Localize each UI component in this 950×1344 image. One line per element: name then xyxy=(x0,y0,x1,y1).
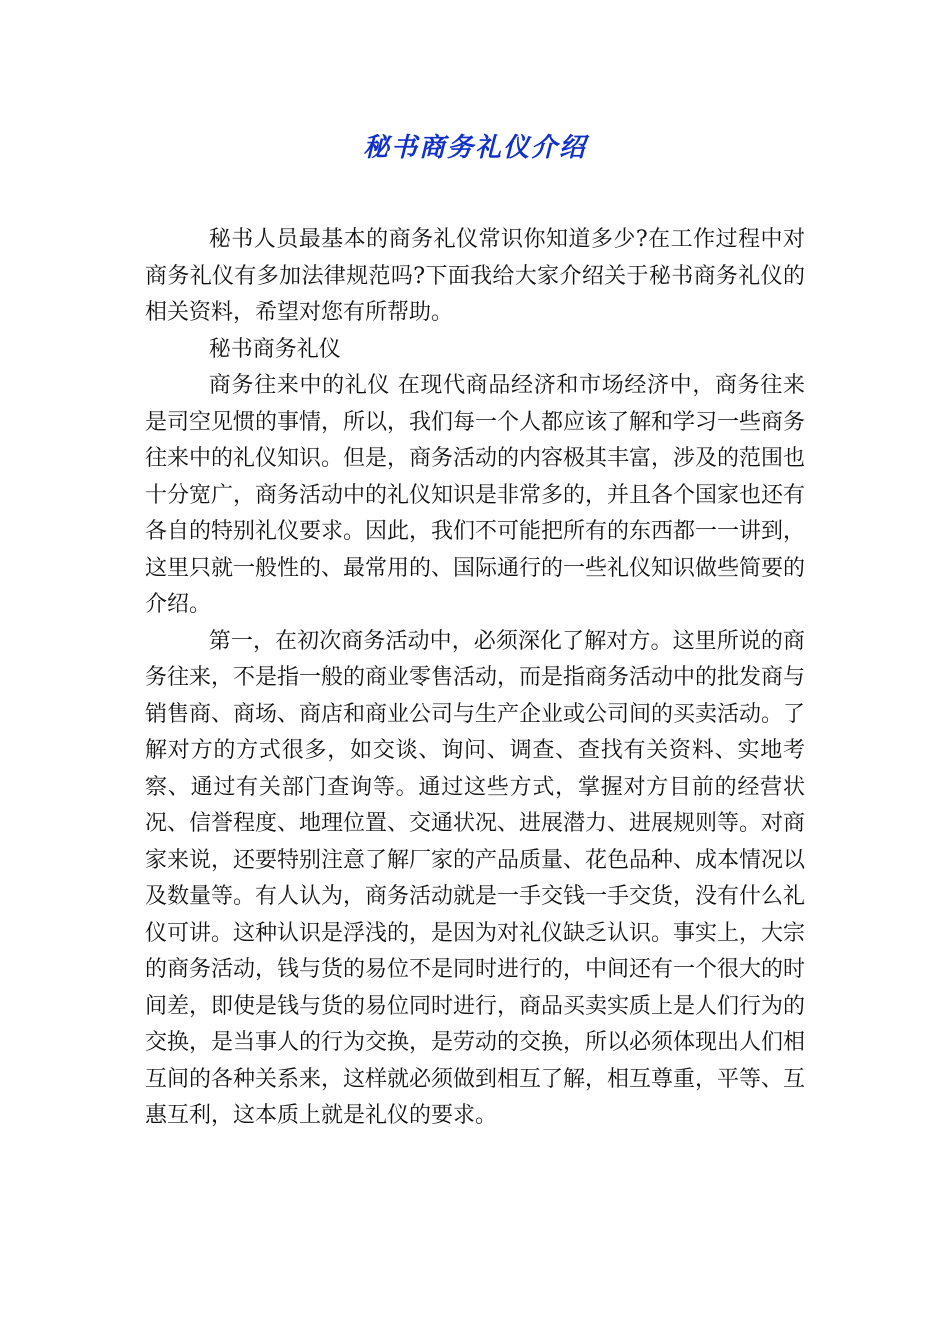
paragraph-business-etiquette: 商务往来中的礼仪 在现代商品经济和市场经济中，商务往来是司空见惯的事情，所以，我们每一个人都应该了解和学习一些商务往来中的礼仪知识。但是，商务活动的内容极其丰富，涉及的范围也十分宽广，商务活动中的礼仪知识是非常多的，并且各个国家也还有各自的特别礼仪要求。因此，我们不可能把所有的东西都一一讲到，这里只就一般性的、最常用的、国际通行的一些礼仪知识做些简要的介绍。 xyxy=(145,373,806,617)
document-title: 秘书商务礼仪介绍 xyxy=(362,133,587,163)
paragraph-first-point: 第一，在初次商务活动中，必须深化了解对方。这里所说的商务往来，不是指一般的商业零售活动，而是指商务活动中的批发商与销售商、商场、商店和商业公司与生产企业或公司间的买卖活动。了解对方的方式很多，如交谈、询问、调查、查找有关资料、实地考察、通过有关部门查询等。通过这些方式，掌握对方目前的经营状况、信誉程度、地理位置、交通状况、进展潜力、进展规则等。对商家来说，还要特别注意了解厂家的产品质量、花色品种、成本情况以及数量等。有人认为，商务活动就是一手交钱一手交货，没有什么礼仪可讲。这种认识是浮浅的，是因为对礼仪缺乏认识。事实上，大宗的商务活动，钱与货的易位不是同时进行的，中间还有一个很大的时间差，即使是钱与货的易位同时进行，商品买卖实质上是人们行为的交换，是当事人的行为交换，是劳动的交换，所以必须体现出人们相互间的各种关系来，这样就必须做到相互了解，相互尊重，平等、互惠互利，这本质上就是礼仪的要求。 xyxy=(145,628,806,1128)
section-heading: 秘书商务礼仪 xyxy=(208,336,341,362)
document-body xyxy=(145,222,805,1135)
paragraph-intro: 秘书人员最基本的商务礼仪常识你知道多少?在工作过程中对商务礼仪有多加法律规范吗?下面我给大家介绍关于秘书商务礼仪的相关资料，希望对您有所帮助。 xyxy=(145,227,805,325)
